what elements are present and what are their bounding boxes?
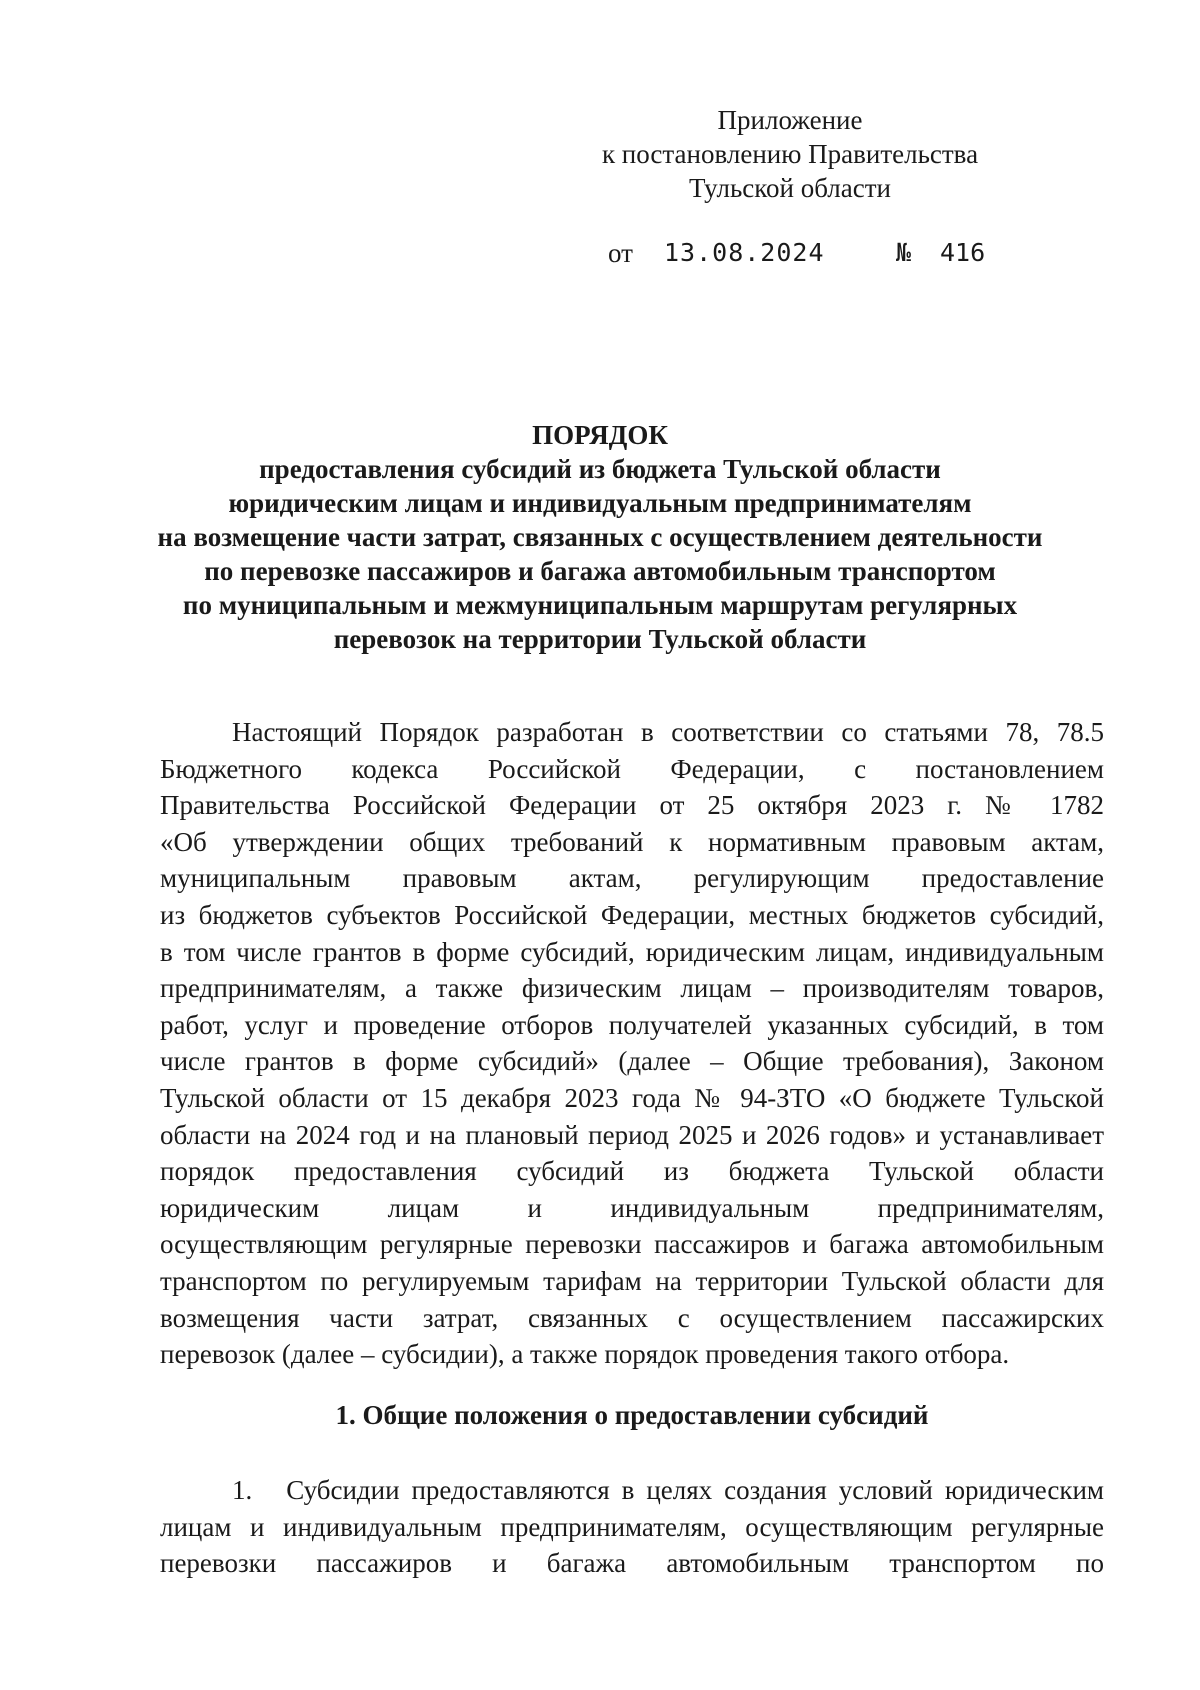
text-line: области на 2024 год и на плановый период 2025 и 2026 годов» и устанавливает [160,1119,1104,1150]
document-title [120,418,1080,656]
section-heading: 1. Общие положения о предоставлении субсидий [335,1400,929,1430]
number-sign: № [896,238,912,267]
title-main: ПОРЯДОК [532,420,668,450]
text-line: Тульской области от 15 декабря 2023 года № 94-ЗТО «О бюджете Тульской [160,1082,1104,1113]
text-line: «Об утверждении общих требований к нормативным правовым актам, [160,826,1104,857]
title-line: на возмещение части затрат, связанных с осуществлением деятельности [157,522,1043,552]
text-line: предпринимателям, а также физическим лицам – производителям товаров, [160,973,1104,1004]
item-first-line [160,1472,1104,1509]
title-line: юридическим лицам и индивидуальным предпринимателям [228,488,972,518]
text-line: транспортом по регулируемым тарифам на территории Тульской области для [160,1265,1104,1296]
decree-date: 13.08.2024 [664,238,825,267]
text-line: числе грантов в форме субсидий» (далее – Общие требования), Законом [160,1046,1104,1077]
section-1-item-1 [160,1472,1104,1582]
text-line: перевозок (далее – субсидии), а также порядок проведения такого отбора. [160,1339,1010,1370]
item-text: Субсидии предоставляются в целях создания условий юридическим [286,1475,1104,1505]
appendix-line-1: Приложение [717,105,863,135]
text-line: перевозки пассажиров и багажа автомобильным транспортом по [160,1548,1104,1579]
title-line: предоставления субсидий из бюджета Тульской области [259,454,941,484]
appendix-line-3: Тульской области [689,173,891,203]
text-line: лицам и индивидуальным предпринимателям, осуществляющим регулярные [160,1511,1104,1542]
title-line: перевозок на территории Тульской области [333,624,867,654]
item-number: 1. [232,1475,253,1505]
appendix-header [560,103,1020,205]
text-line: работ, услуг и проведение отборов получателей указанных субсидий, в том [160,1009,1104,1040]
text-line: осуществляющим регулярные перевозки пассажиров и багажа автомобильным [160,1229,1104,1260]
text-line: порядок предоставления субсидий из бюджета Тульской области [160,1156,1104,1187]
title-line: по муниципальным и межмуниципальным маршрутам регулярных [182,590,1018,620]
text-line: возмещения части затрат, связанных с осуществлением пассажирских [160,1302,1104,1333]
text-line: юридическим лицам и индивидуальным предпринимателям, [160,1192,1104,1223]
date-prefix: от [608,238,633,268]
text-line: в том числе грантов в форме субсидий, юридическим лицам, индивидуальным [160,936,1104,967]
text-line: муниципальным правовым актам, регулирующим предоставление [160,863,1104,894]
text-line: Бюджетного кодекса Российской Федерации, с постановлением [160,753,1104,784]
text-line: из бюджетов субъектов Российской Федерации, местных бюджетов субсидий, [160,899,1104,930]
appendix-line-2: к постановлению Правительства [601,139,979,169]
text-line: Правительства Российской Федерации от 25 октября 2023 г. № 1782 [160,790,1104,821]
title-line: по перевозке пассажиров и багажа автомобильным транспортом [204,556,996,586]
intro-paragraph [160,714,1104,1373]
text-line: Настоящий Порядок разработан в соответствии со статьями 78, 78.5 [232,717,1104,747]
decree-number: 416 [940,238,986,267]
